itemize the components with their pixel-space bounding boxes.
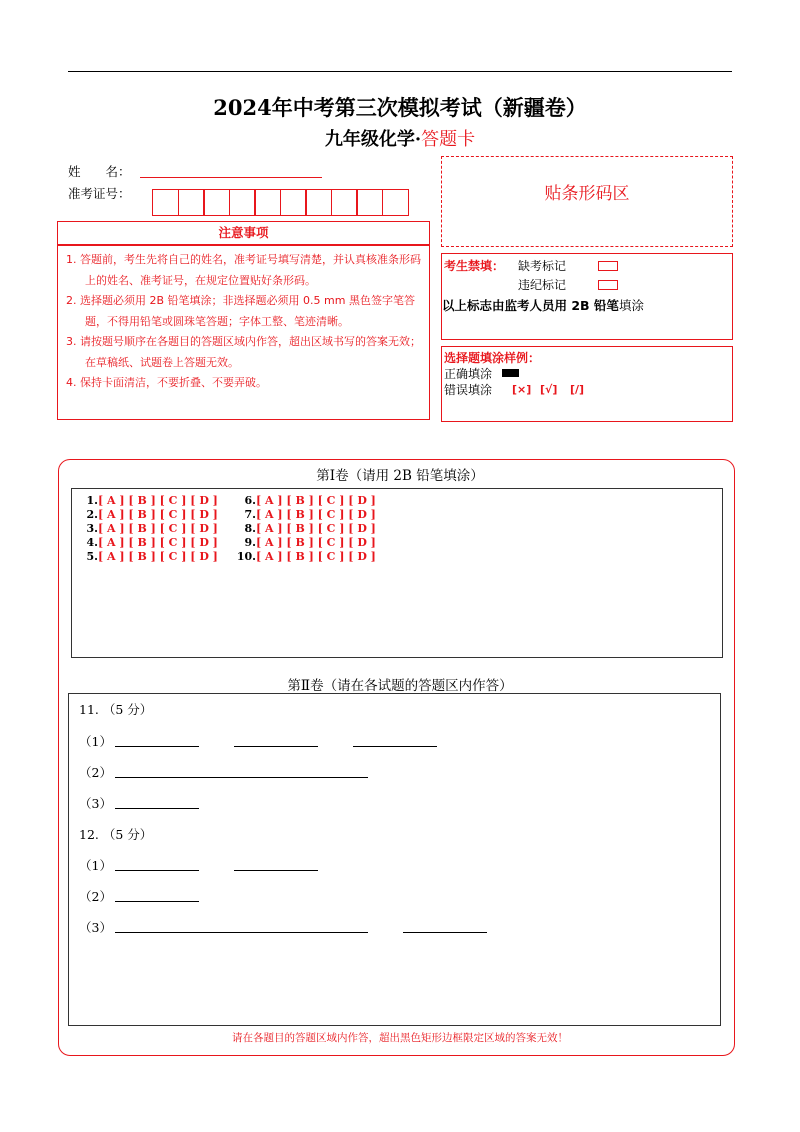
q11-part1-blank-b[interactable] [234,746,318,747]
mc-number: 7. [244,508,256,521]
proctor-box [441,253,733,340]
q11-part2-label: （2） [79,765,112,780]
written-answer-box [68,693,721,1026]
mc-number: 9. [244,536,256,549]
mc-options[interactable]: [ A ] [ B ] [ C ] [ D ] [98,522,218,535]
q11-part1-blank-a[interactable] [115,746,199,747]
top-rule [68,71,732,72]
correct-fill-sample [502,369,519,377]
exam-subtitle [0,125,800,151]
mc-row-8[interactable] [236,522,376,535]
proctor-note-post: 填涂 [618,298,644,313]
id-digit-box[interactable] [254,189,281,216]
q11-part3-label: （3） [79,796,112,811]
exam-id-boxes [152,189,407,216]
q12-part1-blank-a[interactable] [115,870,199,871]
mc-number: 8. [244,522,256,535]
q12-part3-blank-a[interactable] [115,932,368,933]
mc-options[interactable]: [ A ] [ B ] [ C ] [ D ] [256,550,376,563]
q12-part2-blank[interactable] [115,901,199,902]
subtitle-accent: 答题卡 [421,129,476,150]
mc-number: 6. [244,494,256,507]
mc-row-10[interactable] [236,550,376,563]
barcode-label: 贴条形码区 [544,184,630,204]
mc-options[interactable]: [ A ] [ B ] [ C ] [ D ] [98,536,218,549]
wrong-mark-cross: [×] [512,383,532,396]
id-digit-box[interactable] [331,189,358,216]
mc-number: 1. [86,494,98,507]
fill-example-box [441,346,733,422]
id-digit-box[interactable] [152,189,179,216]
name-field[interactable] [140,177,322,178]
proctor-note [442,296,644,314]
id-digit-box[interactable] [356,189,383,216]
notice-box [57,245,430,420]
mc-row-5[interactable] [82,550,218,563]
q11-label: 11. （5 分） [79,702,153,717]
mc-row-4[interactable] [82,536,218,549]
fill-example-title: 选择题填涂样例： [444,351,541,365]
wrong-fill-label: 错误填涂 [444,383,493,397]
q12-part1-blank-b[interactable] [234,870,318,871]
mc-row-3[interactable] [82,522,218,535]
mc-number: 4. [86,536,98,549]
mc-options[interactable]: [ A ] [ B ] [ C ] [ D ] [98,508,218,521]
mc-row-2[interactable] [82,508,218,521]
q11-part2-blank[interactable] [115,777,368,778]
q12-label: 12. （5 分） [79,827,153,842]
exam-title: 2024年中考第三次模拟考试（新疆卷） [213,95,587,120]
id-digit-box[interactable] [305,189,332,216]
id-label: 准考证号： [68,186,131,201]
mc-number: 5. [86,550,98,563]
barcode-area [441,156,733,247]
notice-item: 2. 选择题必须用 2B 铅笔填涂；非选择题必须用 0.5 mm 黑色签字笔答题，不得用铅笔或圆珠笔答题；字体工整、笔迹清晰。 [66,294,415,328]
q11-part1-blank-c[interactable] [353,746,437,747]
q11-part1-label: （1） [79,734,112,749]
q12-part3-label: （3） [79,920,112,935]
mc-options[interactable]: [ A ] [ B ] [ C ] [ D ] [256,508,376,521]
violation-label: 违纪标记 [518,278,567,292]
q12-part3-blank-b[interactable] [403,932,487,933]
id-digit-box[interactable] [382,189,409,216]
mc-row-7[interactable] [236,508,376,521]
notice-item: 4. 保持卡面清洁，不要折叠、不要弄破。 [66,376,267,389]
q11-part3-blank[interactable] [115,808,199,809]
mc-number: 2. [86,508,98,521]
absent-label: 缺考标记 [518,259,567,273]
multiple-choice-box [71,488,723,658]
section1-title: 第Ⅰ卷（请用 2B 铅笔填涂） [316,468,484,484]
id-digit-box[interactable] [178,189,205,216]
proctor-label: 考生禁填： [444,259,505,273]
mc-options[interactable]: [ A ] [ B ] [ C ] [ D ] [98,494,218,507]
mc-row-1[interactable] [82,494,218,507]
mc-number: 10. [236,550,256,563]
notice-item: 1. 答题前，考生先将自己的姓名，准考证号填写清楚，并认真核准条形码上的姓名、准考证号，在规定位置贴好条形码。 [66,253,421,287]
footer-warning: 请在各题目的答题区域内作答，超出黑色矩形边框限定区域的答案无效！ [232,1032,568,1044]
notice-item: 3. 请按题号顺序在各题目的答题区域内作答，超出区域书写的答案无效；在草稿纸、试题卷上答题无效。 [66,335,421,369]
wrong-mark-check: [√] [540,383,558,396]
name-label: 姓 名： [68,164,131,179]
mc-row-9[interactable] [236,536,376,549]
id-digit-box[interactable] [229,189,256,216]
id-digit-box[interactable] [203,189,230,216]
mc-row-6[interactable] [236,494,376,507]
mc-options[interactable]: [ A ] [ B ] [ C ] [ D ] [256,536,376,549]
section2-title: 第Ⅱ卷（请在各试题的答题区内作答） [287,678,513,694]
notice-title: 注意事项 [57,221,430,245]
subtitle-main: 九年级化学· [324,129,422,150]
mc-number: 3. [86,522,98,535]
proctor-note-bold: 2B 铅笔 [571,298,619,313]
q12-part1-label: （1） [79,858,112,873]
correct-fill-label: 正确填涂 [444,367,493,381]
id-digit-box[interactable] [280,189,307,216]
mc-options[interactable]: [ A ] [ B ] [ C ] [ D ] [98,550,218,563]
violation-mark[interactable] [598,280,618,290]
mc-options[interactable]: [ A ] [ B ] [ C ] [ D ] [256,522,376,535]
mc-options[interactable]: [ A ] [ B ] [ C ] [ D ] [256,494,376,507]
proctor-note-pre: 以上标志由监考人员用 [442,298,572,313]
wrong-mark-slash: [/] [570,383,585,396]
absent-mark[interactable] [598,261,618,271]
q12-part2-label: （2） [79,889,112,904]
